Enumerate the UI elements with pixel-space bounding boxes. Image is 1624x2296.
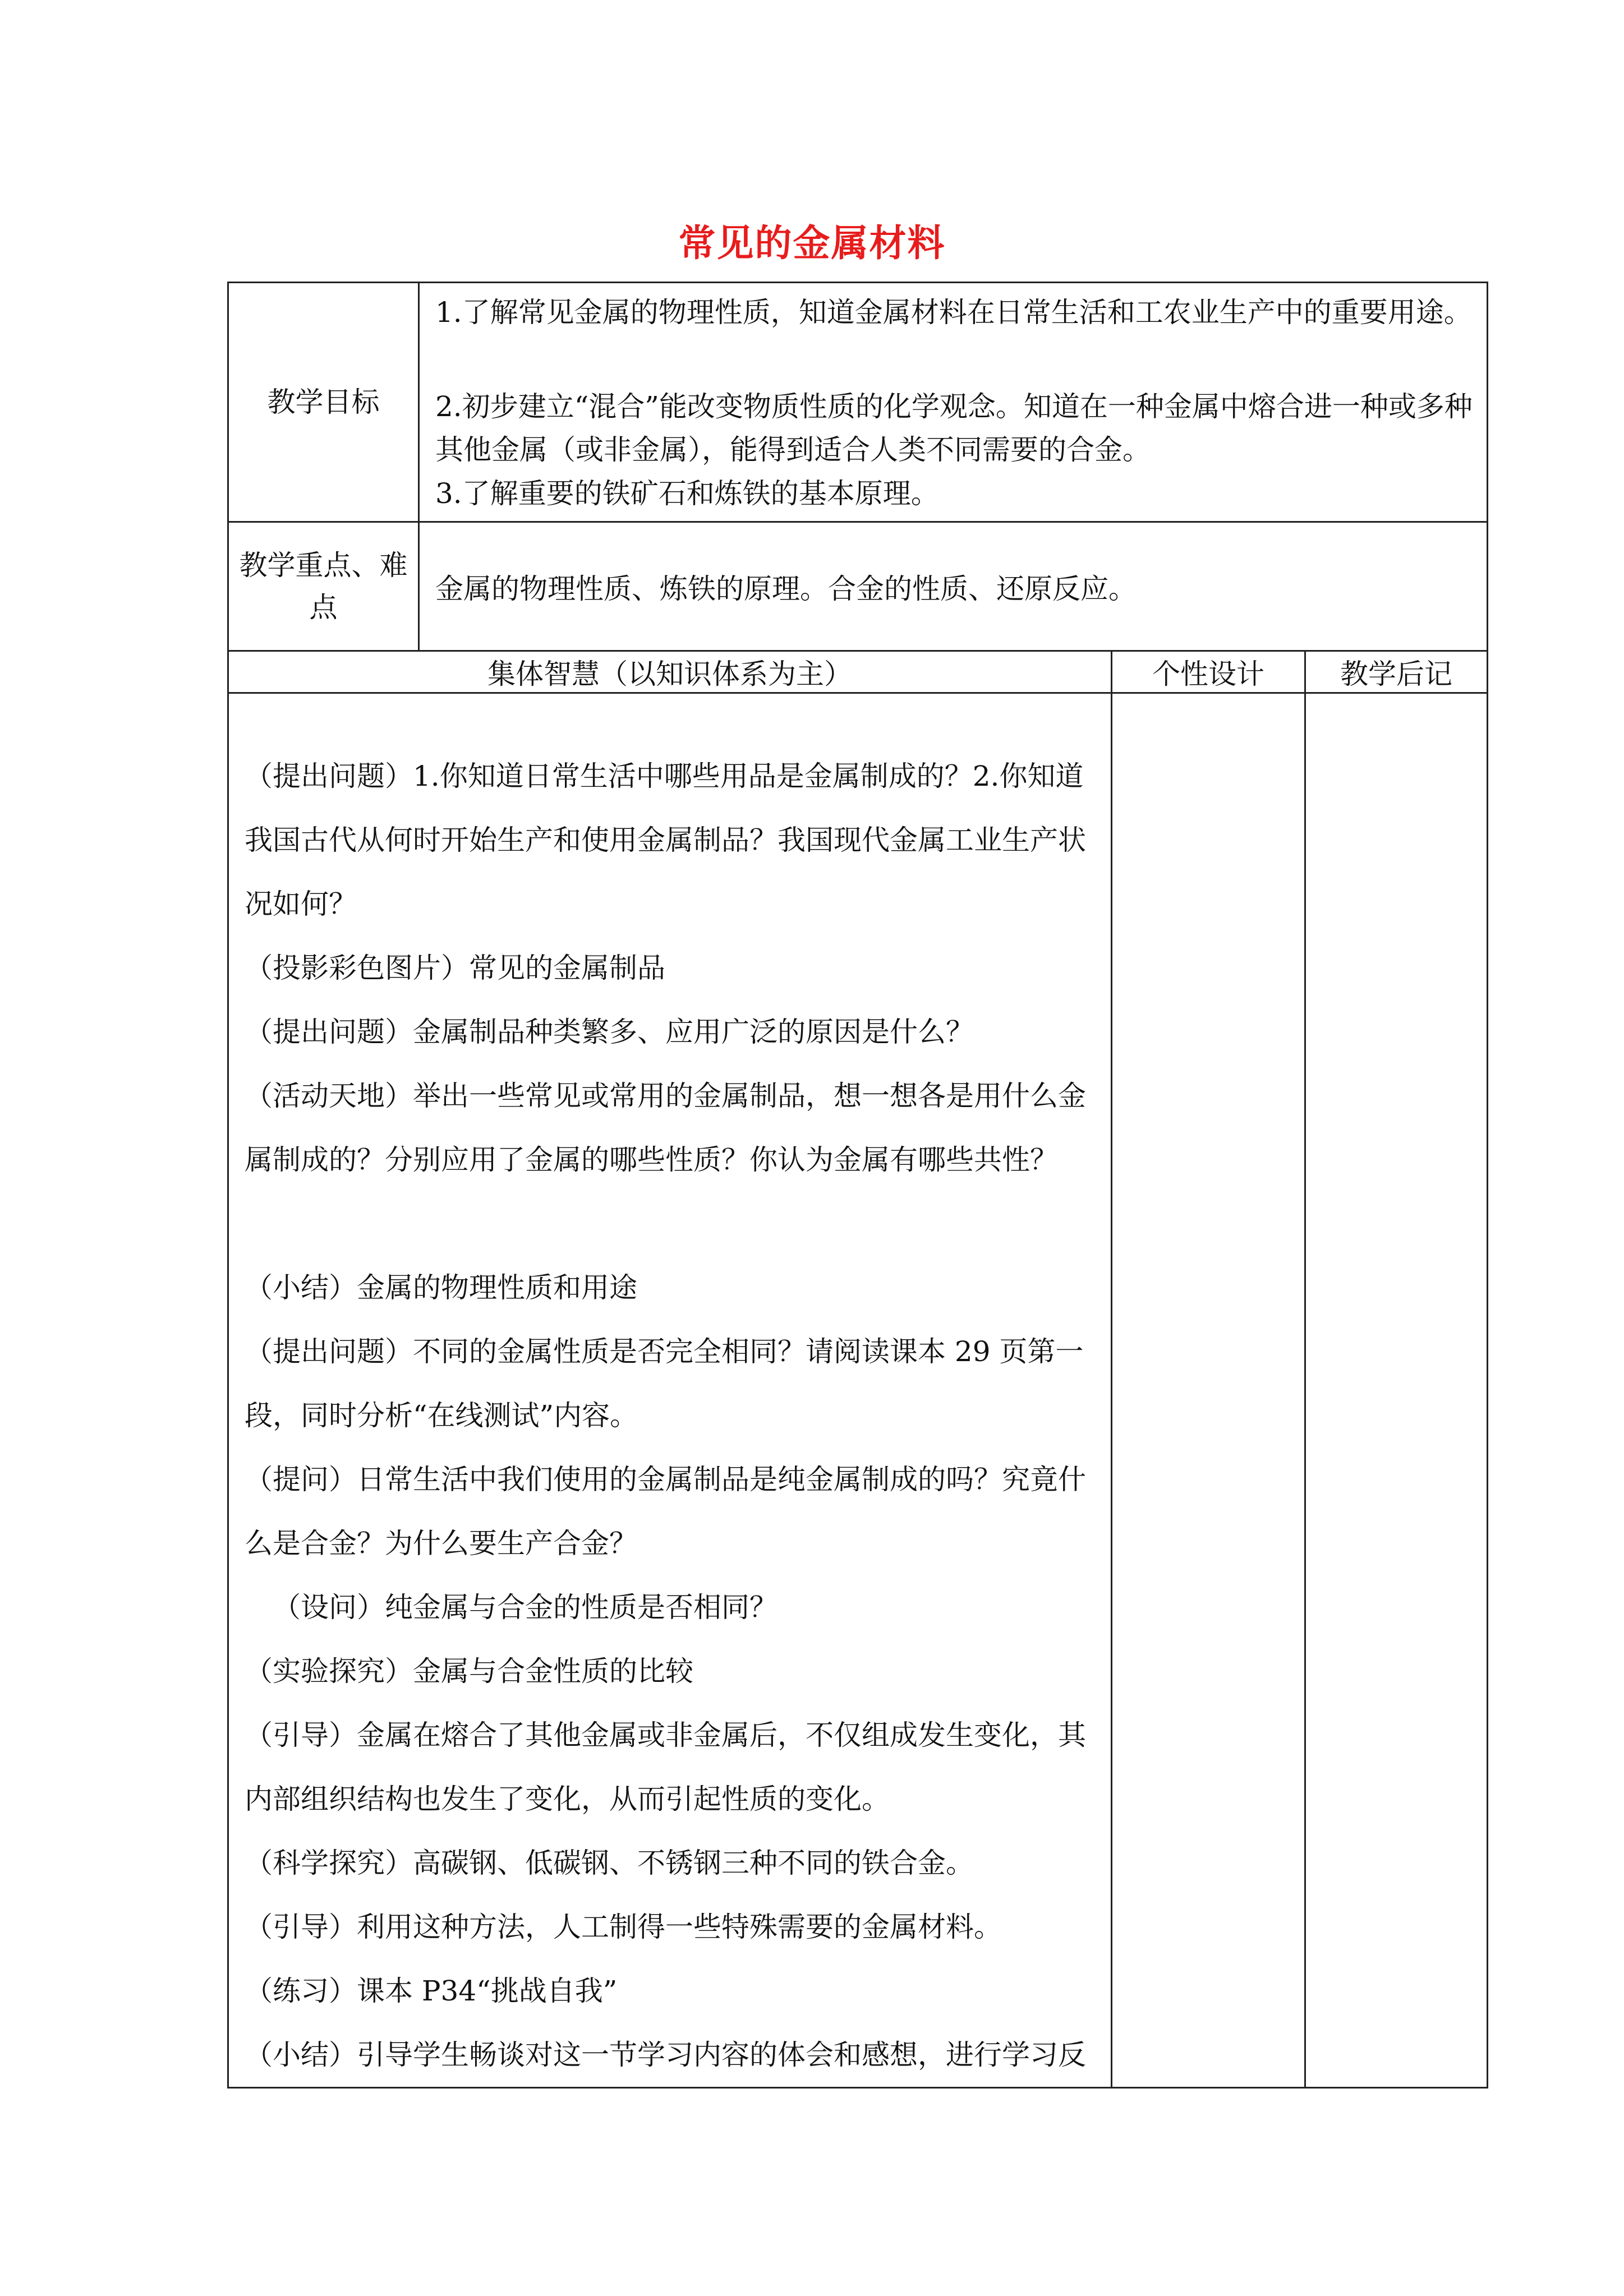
lesson-paragraph: （引导）利用这种方法，人工制得一些特殊需要的金属材料。	[245, 1911, 1002, 1943]
key-points-label: 教学重点、难点	[228, 522, 419, 651]
objective-item: 2.初步建立“混合”能改变物质性质的化学观念。知道在一种金属中熔合进一种或多种其他金属（或非金属），能得到适合人类不同需要的合金。	[435, 390, 1473, 466]
lesson-paragraph: （设问）纯金属与合金的性质是否相同？	[273, 1591, 778, 1624]
teaching-notes-header: 教学后记	[1305, 651, 1488, 693]
personal-design-header: 个性设计	[1112, 651, 1305, 693]
lesson-paragraph: （提出问题）金属制品种类繁多、应用广泛的原因是什么？	[245, 1016, 974, 1048]
lesson-paragraph: （小结）引导学生畅谈对这一节学习内容的体会和感想，进行学习反	[245, 2039, 1086, 2071]
lesson-paragraph: （小结）金属的物理性质和用途	[245, 1271, 637, 1304]
key-points-row	[228, 522, 1488, 651]
objective-item: 1.了解常见金属的物理性质，知道金属材料在日常生活和工农业生产中的重要用途。	[435, 296, 1472, 329]
lesson-plan-table	[227, 282, 1488, 2088]
key-points-content: 金属的物理性质、炼铁的原理。合金的性质、还原反应。	[419, 522, 1488, 651]
lesson-paragraph: （活动天地）举出一些常见或常用的金属制品，想一想各是用什么金属制成的？分别应用了金属的哪些性质？你认为金属有哪些共性？	[245, 1080, 1086, 1176]
column-header-row	[228, 651, 1488, 693]
objectives-row	[228, 283, 1488, 522]
lesson-paragraph: （投影彩色图片）常见的金属制品	[245, 952, 665, 984]
personal-design-cell	[1112, 693, 1305, 2088]
lesson-paragraph: （引导）金属在熔合了其他金属或非金属后，不仅组成发生变化，其内部组织结构也发生了变化，从而引起性质的变化。	[245, 1719, 1086, 1815]
collective-content	[228, 693, 1112, 2088]
lesson-paragraph: （提出问题）1.你知道日常生活中哪些用品是金属制成的？2.你知道我国古代从何时开始生产和使用金属制品？我国现代金属工业生产状况如何？	[245, 760, 1086, 920]
objectives-content	[419, 283, 1488, 522]
lesson-paragraph: （实验探究）金属与合金性质的比较	[245, 1655, 693, 1688]
lesson-paragraph: （提问）日常生活中我们使用的金属制品是纯金属制成的吗？究竟什么是合金？为什么要生产合金？	[245, 1463, 1086, 1560]
lesson-paragraph: （提出问题）不同的金属性质是否完全相同？请阅读课本 29 页第一段，同时分析“在线测试”内容。	[245, 1335, 1084, 1432]
collective-header: 集体智慧（以知识体系为主）	[228, 651, 1112, 693]
lesson-paragraph: （练习）课本 P34“挑战自我”	[245, 1975, 618, 2007]
lesson-body-row	[228, 693, 1488, 2088]
objectives-label: 教学目标	[228, 283, 419, 522]
objective-item: 3.了解重要的铁矿石和炼铁的基本原理。	[435, 477, 939, 510]
document-title: 常见的金属材料	[678, 221, 946, 265]
teaching-notes-cell	[1305, 693, 1488, 2088]
lesson-paragraph: （科学探究）高碳钢、低碳钢、不锈钢三种不同的铁合金。	[245, 1847, 974, 1879]
